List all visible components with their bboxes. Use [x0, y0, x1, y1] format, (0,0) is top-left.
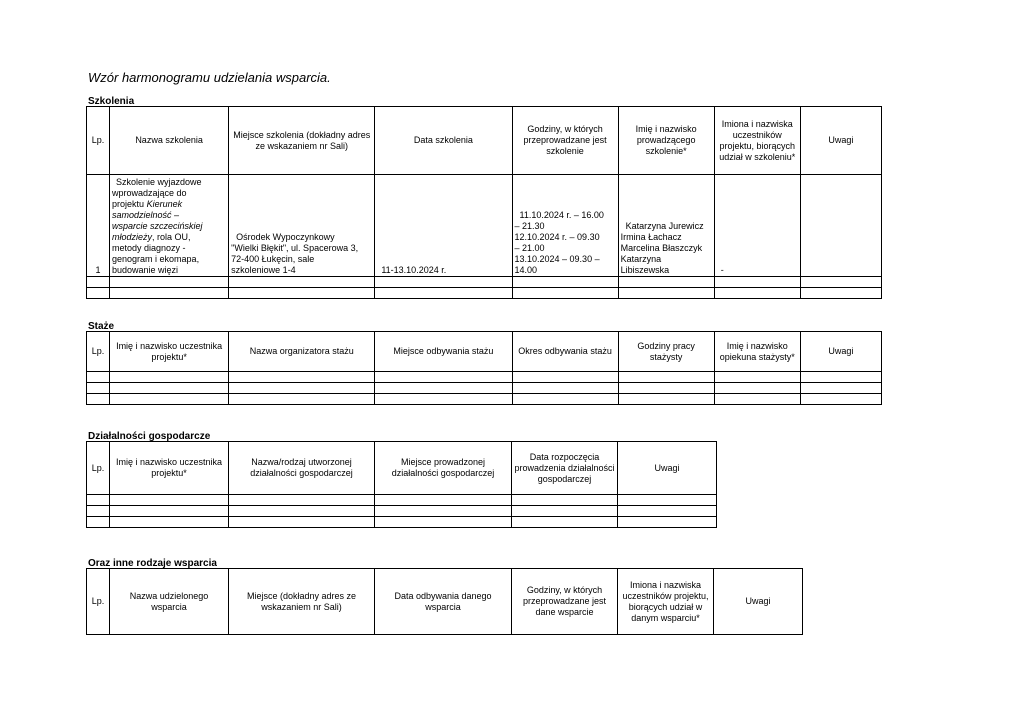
header-data-wsparcia: Data odbywania danego wsparcia — [375, 569, 512, 635]
header-godziny-pracy: Godziny pracy stażysty — [618, 332, 714, 372]
header-miejsce-wsparcia: Miejsce (dokładny adres ze wskazaniem nr Sali) — [229, 569, 375, 635]
table-szkolenia — [86, 106, 882, 299]
table-row-empty — [87, 288, 882, 299]
table-row-empty — [87, 495, 717, 506]
table-row-empty — [87, 394, 882, 405]
header-godziny: Godziny, w których przeprowadzane jest szkolenie — [512, 107, 618, 175]
header-opiekun: Imię i nazwisko opiekuna stażysty* — [714, 332, 800, 372]
header-miejsce-szkolenia: Miejsce szkolenia (dokładny adres ze wskazaniem nr Sali) — [229, 107, 375, 175]
table-header-row — [87, 569, 803, 635]
cell-data-szkolenia: 11-13.10.2024 r. — [375, 175, 512, 277]
table-row-empty — [87, 277, 882, 288]
table-header-row — [87, 442, 717, 495]
header-lp: Lp. — [87, 107, 110, 175]
table-row-empty — [87, 383, 882, 394]
header-lp: Lp. — [87, 442, 110, 495]
header-rodzaj-dzialalnosci: Nazwa/rodzaj utworzonej działalności gospodarczej — [229, 442, 375, 495]
table-header-row — [87, 107, 882, 175]
cell-godziny: 11.10.2024 r. – 16.00 – 21.30 12.10.2024 r. – 09.30 – 21.00 13.10.2024 – 09.30 – 14.00 — [512, 175, 618, 277]
header-lp: Lp. — [87, 569, 110, 635]
table-row — [87, 175, 882, 277]
table-row-empty — [87, 506, 717, 517]
cell-uczestnicy: - — [714, 175, 800, 277]
section-heading-szkolenia: Szkolenia — [88, 96, 135, 107]
header-data-rozpoczecia: Data rozpoczęcia prowadzenia działalności gospodarczej — [512, 442, 618, 495]
header-uczestnik: Imię i nazwisko uczestnika projektu* — [110, 332, 229, 372]
table-inne — [86, 568, 803, 635]
cell-nazwa-szkolenia: Szkolenie wyjazdowe wprowadzające do projektu Kierunek samodzielność – wsparcie szczecińskiej młodzieży, rola OU, metody diagnozy - genogram i ekomapa, budowanie więzi — [110, 175, 229, 277]
cell-prowadzacy: Katarzyna Jurewicz Irmina Łachacz Marcelina Błaszczyk Katarzyna Libiszewska — [618, 175, 714, 277]
header-organizator: Nazwa organizatora stażu — [229, 332, 375, 372]
header-miejsce-stazu: Miejsce odbywania stażu — [375, 332, 512, 372]
header-uczestnicy: Imiona i nazwiska uczestników projektu, biorących udział w szkoleniu* — [714, 107, 800, 175]
cell-miejsce-szkolenia: Ośrodek Wypoczynkowy "Wielki Błękit", ul. Spacerowa 3, 72-400 Łukęcin, sale szkoleniowe 1-4 — [229, 175, 375, 277]
table-staze — [86, 331, 882, 405]
document-title: Wzór harmonogramu udzielania wsparcia. — [88, 70, 331, 85]
header-prowadzacy: Imię i nazwisko prowadzącego szkolenie* — [618, 107, 714, 175]
header-uwagi: Uwagi — [714, 569, 803, 635]
section-heading-staze: Staże — [88, 321, 115, 332]
section-heading-inne: Oraz inne rodzaje wsparcia — [88, 558, 217, 569]
header-nazwa-szkolenia: Nazwa szkolenia — [110, 107, 229, 175]
header-miejsce-dzialalnosci: Miejsce prowadzonej działalności gospodarczej — [375, 442, 512, 495]
cell-lp: 1 — [87, 175, 110, 277]
header-uczestnik: Imię i nazwisko uczestnika projektu* — [110, 442, 229, 495]
header-uwagi: Uwagi — [800, 107, 881, 175]
header-godziny-wsparcia: Godziny, w których przeprowadzane jest dane wsparcie — [512, 569, 618, 635]
header-uwagi: Uwagi — [800, 332, 881, 372]
table-row-empty — [87, 517, 717, 528]
table-header-row — [87, 332, 882, 372]
header-uczestnicy-wsparcia: Imiona i nazwiska uczestników projektu, biorących udział w danym wsparciu* — [618, 569, 714, 635]
header-lp: Lp. — [87, 332, 110, 372]
header-nazwa-wsparcia: Nazwa udzielonego wsparcia — [110, 569, 229, 635]
table-dzialalnosci — [86, 441, 717, 528]
header-okres-stazu: Okres odbywania stażu — [512, 332, 618, 372]
table-row-empty — [87, 372, 882, 383]
section-heading-dzialalnosci: Działalności gospodarcze — [88, 431, 211, 442]
cell-uwagi — [800, 175, 881, 277]
header-uwagi: Uwagi — [618, 442, 717, 495]
header-data-szkolenia: Data szkolenia — [375, 107, 512, 175]
